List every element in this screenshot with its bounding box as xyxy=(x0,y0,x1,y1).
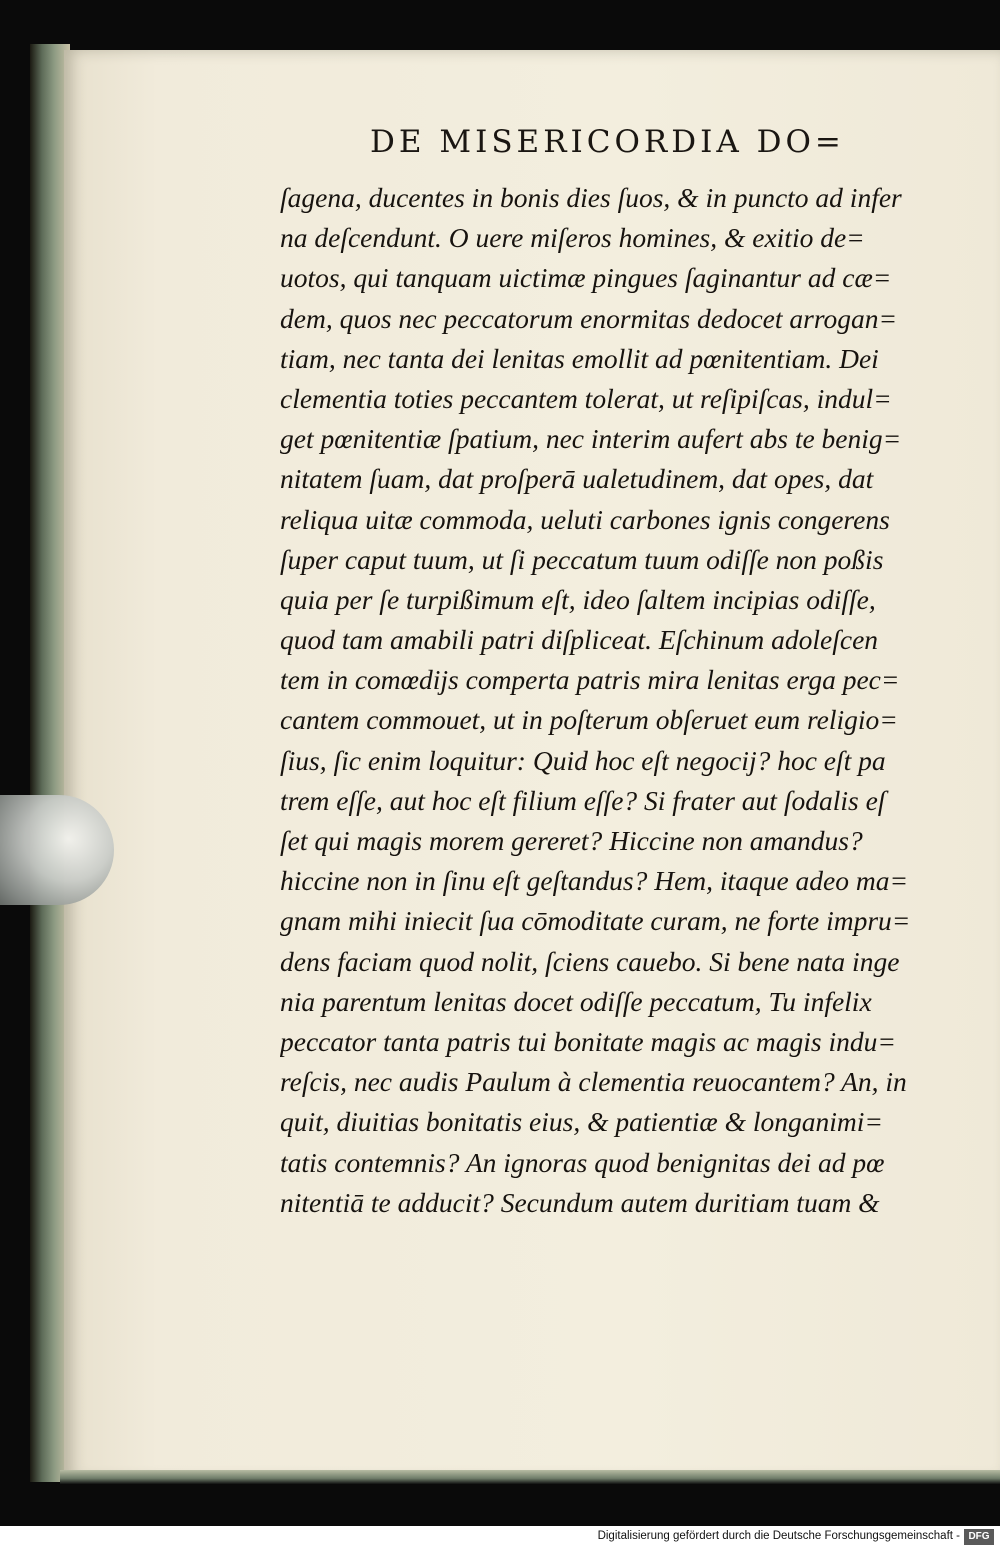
text-line: clementia toties peccantem tolerat, ut reſipiſcas, indul= xyxy=(280,382,892,414)
text-line: tatis contemnis? An ignoras quod benignitas dei ad pœ xyxy=(280,1146,885,1178)
text-line: tem in comœdijs comperta patris mira lenitas erga pec= xyxy=(280,664,900,696)
text-line: dens faciam quod nolit, ſciens cauebo. Si bene nata inge xyxy=(280,945,900,977)
body-text xyxy=(280,178,920,1223)
text-line: quod tam amabili patri diſpliceat. Eſchinum adoleſcen xyxy=(280,624,879,656)
text-line: ſius, ſic enim loquitur: Quid hoc eſt negocij? hoc eſt pa xyxy=(280,744,886,776)
text-line: trem eſſe, aut hoc eſt filium eſſe? Si frater aut ſodalis eſ xyxy=(280,784,886,816)
running-head: DE MISERICORDIA DO= xyxy=(370,124,845,160)
text-line: ſuper caput tuum, ut ſi peccatum tuum odiſſe non poßis xyxy=(280,543,884,575)
text-line: tiam, nec tanta dei lenitas emollit ad pœnitentiam. Dei xyxy=(280,342,879,374)
text-line: quia per ſe turpißimum eſt, ideo ſaltem incipias odiſſe, xyxy=(280,583,876,615)
text-line: nitentiā te adducit? Secundum autem duritiam tuam & xyxy=(280,1186,880,1218)
text-line: quit, diuitias bonitatis eius, & patientiæ & longanimi= xyxy=(280,1106,883,1138)
text-line: cantem commouet, ut in poſterum obſeruet eum religio= xyxy=(280,704,898,736)
page-bottom-edge xyxy=(60,1470,1000,1484)
text-line: na deſcendunt. O uere miſeros homines, & exitio de= xyxy=(280,222,865,254)
text-line: ſagena, ducentes in bonis dies ſuos, & in puncto ad infer xyxy=(280,182,902,213)
text-line: reliqua uitæ commoda, ueluti carbones ignis congerens xyxy=(280,503,890,535)
text-line: hiccine non in ſinu eſt geſtandus? Hem, itaque adeo ma= xyxy=(280,865,909,897)
text-line: nitatem ſuam, dat proſperā ualetudinem, dat opes, dat xyxy=(280,463,874,495)
text-line: reſcis, nec audis Paulum à clementia reuocantem? An, in xyxy=(280,1066,907,1098)
text-line: gnam mihi iniecit ſua cōmoditate curam, ne forte impru= xyxy=(280,905,911,937)
text-line: dem, quos nec peccatorum enormitas dedocet arrogan= xyxy=(280,302,898,334)
text-line: peccator tanta patris tui bonitate magis ac magis indu= xyxy=(280,1025,896,1057)
dfg-logo-icon: DFG xyxy=(964,1529,994,1545)
text-line: uotos, qui tanquam uictimæ pingues ſaginantur ad cæ= xyxy=(280,262,892,294)
text-line: get pœnitentiæ ſpatium, nec interim aufert abs te benig= xyxy=(280,423,902,455)
text-line: nia parentum lenitas docet odiſſe peccatum, Tu infelix xyxy=(280,985,872,1017)
footer-bar xyxy=(0,1526,1000,1549)
text-line: ſet qui magis morem gereret? Hiccine non amandus? xyxy=(280,825,863,856)
page-clip xyxy=(0,795,114,905)
funding-notice: Digitalisierung gefördert durch die Deutsche Forschungsgemeinschaft - xyxy=(597,1530,960,1542)
